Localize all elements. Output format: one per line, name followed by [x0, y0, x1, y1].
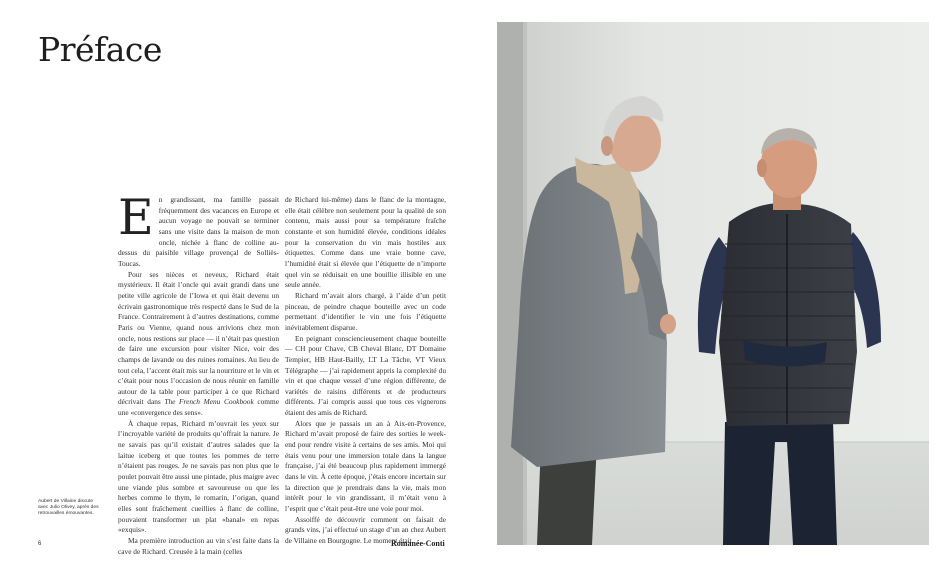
drop-cap: E: [118, 189, 154, 246]
paragraph-text: n grandissant, ma famille passait fréquemment des vacances en Europe et aucun voyage ne pouvait se terminer sans une visite dans la maison de mon oncle, nichée à flanc de colline au-dessus du paisible village provençal de Solliès-Toucas.: [118, 195, 279, 268]
paragraph: de Richard lui-même) dans le flanc de la montagne, elle était célèbre non seulement pour la qualité de son contenu, mais aussi pour sa température fraîche constante et son humidité élevée, conditions idéales pour la conservation du vin mais hostiles aux étiquettes. Comme dans une vraie bonne cave, l’humidité était si élevée que l’étiquette de n’importe quel vin se réduisait en une bouillie illisible en une seule année.: [285, 195, 446, 290]
photograph-two-men: [497, 22, 929, 545]
text-column-right: [285, 195, 446, 547]
page-number: 6: [38, 541, 42, 547]
page-title: Préface: [38, 30, 162, 69]
paragraph: À chaque repas, Richard m’ouvrait les yeux sur l’incroyable variété de produits qu’offrait la nature. Je ne savais pas qu’il existait d’autres salades que la laitue iceberg et que toutes les pommes de terre n’étaient pas rouges. Je ne savais pas non plus que le poulet pouvait être aussi une pintade, plus maigre avec une viande plus sombre et savoureuse ou que les herbes comme le thym, le romarin, l’origan, quand elles sont fraîchement cueillies à flanc de colline, pouvaient transformer un plat «banal» en repas «exquis».: [118, 418, 279, 535]
paragraph-text: comme une «convergence des sens».: [118, 397, 279, 418]
paragraph: Alors que je passais un an à Aix-en-Provence, Richard m’avait proposé de faire des sorties le week-end pour rendre visite à certains de ses amis. Moi qui étais venu pour une immersion totale dans la langue française, j’ai été beaucoup plus rapidement immergé dans le vin. À cette époque, j’étais encore incertain sur la direction que je prendrais dans la vie, mais mon intérêt pour le vin grandissant, il m’était venu à l’esprit que c’était peut-être une voie pour moi.: [285, 418, 446, 514]
paragraph: Assoiffé de découvrir comment on faisait de grands vins, j’ai effectué un stage d’un an chez Aubert de Villaine en Bourgogne. Le moment était: [285, 514, 446, 545]
running-head: Romanée-Conti: [391, 539, 445, 548]
paragraph: [118, 270, 279, 419]
photo-caption: Aubert de Villaine discute avec Julio Olivey, après des retrouvailles émouvantes.: [38, 499, 99, 516]
paragraph: Richard m’avait alors chargé, à l’aide d’un petit pinceau, de peindre chaque bouteille avec un code permettant d’identifier le vin une fois l’étiquette inévitablement disparue.: [285, 290, 446, 332]
paragraph: En peignant consciencieusement chaque bouteille — CH pour Chave, CB Cheval Blanc, DT Domaine Tempier, HB Haut-Bailly, LT La Tâche, VT Vieux Télégraphe — j’ai rapidement appris la complexité du vin et que chaque vessel d’une région différente, de variétés de raisins différents et de producteurs différents. J’ai compris aussi que tous ces vignerons étaient des amis de Richard.: [285, 333, 446, 418]
book-title: The French Menu Cookbook: [164, 397, 254, 407]
text-column-left: [118, 189, 279, 557]
paragraph: Ma première introduction au vin s’est faite dans la cave de Richard. Creusée à la main (celles: [118, 536, 279, 556]
paragraph: [118, 189, 279, 270]
paragraph-text: Pour ses nièces et neveux, Richard était mystérieux. Il était l’oncle qui avait grandi dans une petite ville agricole de l’Iowa et qui était devenu un écrivain gastronomique très respecté dans le Sud de la France. Contrairement à d’autres destinations, comme Paris ou Vienne, quand nous arrivions chez mon oncle, nous restions sur place — il n’était pas question de faire une excursion pour visiter Nice, voir des champs de lavande ou des ruines romaines. Au lieu de tout cela, l’accent était mis sur la nourriture et le vin et c’était pour nous l’occasion de nous réunir en famille autour de la table pour participer à ce que Richard décrivait dans: [118, 269, 279, 407]
